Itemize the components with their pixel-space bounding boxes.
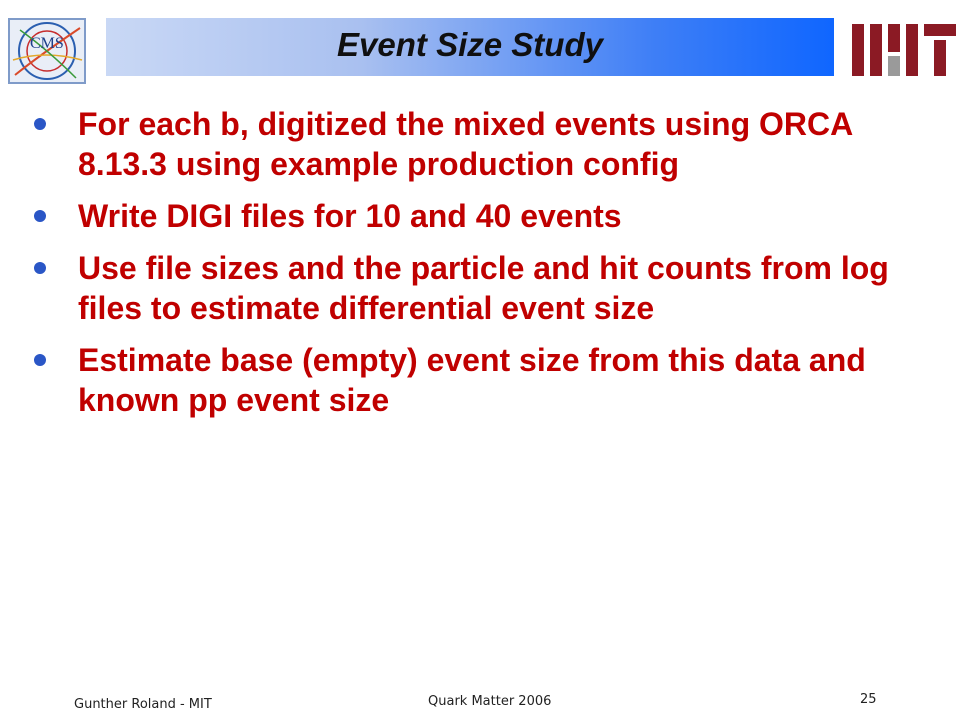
mit-logo	[850, 20, 958, 80]
bullet-dot-icon	[34, 262, 46, 274]
bullet-item	[28, 196, 928, 236]
bullet-list	[28, 104, 928, 432]
slide-title: Event Size Study	[337, 26, 603, 63]
bullet-item	[28, 104, 928, 184]
bullet-dot-icon	[34, 210, 46, 222]
cms-logo-text: CMS	[30, 35, 64, 52]
footer-author: Gunther Roland - MIT	[74, 697, 212, 712]
bullet-text: Estimate base (empty) event size from this data and known pp event size	[78, 342, 866, 418]
bullet-text: Write DIGI files for 10 and 40 events	[78, 198, 622, 234]
mit-logo-graphic	[850, 20, 958, 80]
page-number: 25	[860, 692, 877, 707]
bullet-dot-icon	[34, 354, 46, 366]
bullet-text: For each b, digitized the mixed events using ORCA 8.13.3 using example production config	[78, 106, 853, 182]
bullet-dot-icon	[34, 118, 46, 130]
cms-logo	[8, 18, 86, 84]
cms-logo-graphic	[10, 20, 84, 82]
bullet-text: Use file sizes and the particle and hit counts from log files to estimate differential event size	[78, 250, 889, 326]
bullet-item	[28, 248, 928, 328]
footer-event: Quark Matter 2006	[428, 694, 552, 709]
bullet-item	[28, 340, 928, 420]
title-bar	[106, 18, 834, 76]
